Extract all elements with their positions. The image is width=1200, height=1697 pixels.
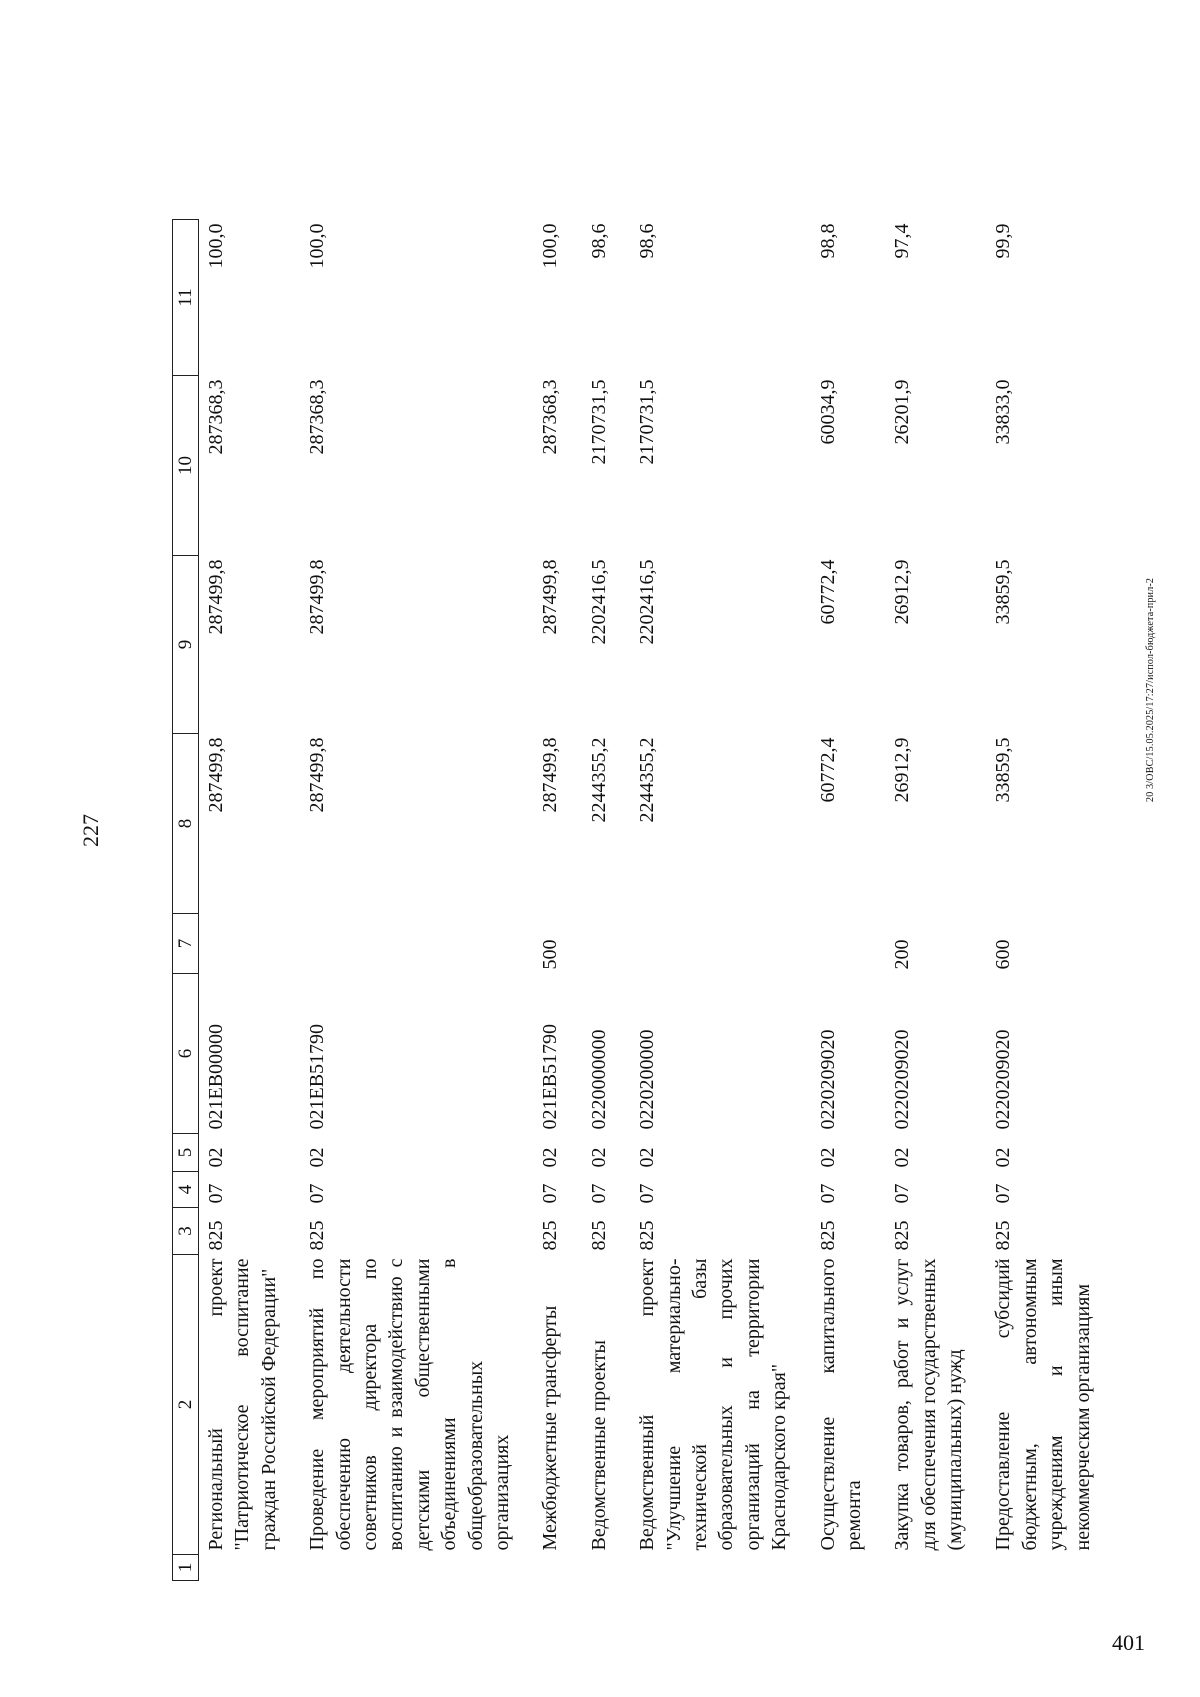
table-row xyxy=(535,220,583,1581)
table-row xyxy=(632,220,812,1581)
subsection-code: 02 xyxy=(306,1147,329,1168)
value-col8: 287499,8 xyxy=(205,737,228,813)
target-article-code: 021ЕВ00000 xyxy=(205,1023,228,1130)
expense-type-code xyxy=(199,914,303,974)
value-col8: 26912,9 xyxy=(891,737,914,803)
header-cell: 8 xyxy=(173,734,199,914)
ministry-code: 825 xyxy=(816,1220,839,1251)
target-article-code: 0220209020 xyxy=(992,1029,1015,1130)
header-cell: 7 xyxy=(173,914,199,974)
ministry-code: 825 xyxy=(891,1220,914,1251)
value-col8: 287499,8 xyxy=(306,737,329,813)
percent-col11: 100,0 xyxy=(205,223,228,269)
row-description: Межбюджетные трансферты xyxy=(539,1305,562,1551)
header-cell: 11 xyxy=(173,220,199,376)
expense-type-code: 200 xyxy=(891,939,914,970)
section-code: 07 xyxy=(306,1183,329,1204)
subsection-code: 02 xyxy=(816,1147,839,1168)
row-number xyxy=(813,1555,888,1581)
value-col10: 33833,0 xyxy=(992,379,1015,445)
expense-type-code: 500 xyxy=(539,939,562,970)
row-description: Осуществление капитального ремонта xyxy=(816,1258,865,1551)
header-cell: 10 xyxy=(173,376,199,556)
header-cell: 6 xyxy=(173,974,199,1134)
section-code: 07 xyxy=(891,1183,914,1204)
expense-type-code xyxy=(813,914,888,974)
header-cell: 4 xyxy=(173,1172,199,1208)
subsection-code: 02 xyxy=(992,1147,1015,1168)
header-cell: 3 xyxy=(173,1208,199,1255)
value-col9: 2202416,5 xyxy=(636,559,659,645)
ministry-code: 825 xyxy=(587,1220,610,1251)
value-col8: 2244355,2 xyxy=(587,737,610,823)
section-code: 07 xyxy=(636,1183,659,1204)
value-col10: 287368,3 xyxy=(205,379,228,455)
expense-type-code xyxy=(632,914,812,974)
ministry-code: 825 xyxy=(539,1220,562,1251)
subsection-code: 02 xyxy=(891,1147,914,1168)
row-description: Региональный проект "Патриотическое воспитание граждан Российской Федерации" xyxy=(205,1258,280,1551)
percent-col11: 98,8 xyxy=(816,223,839,259)
header-cell: 1 xyxy=(173,1555,199,1581)
ministry-code: 825 xyxy=(636,1220,659,1251)
ministry-code: 825 xyxy=(306,1220,329,1251)
value-col8: 287499,8 xyxy=(539,737,562,813)
ministry-code: 825 xyxy=(992,1220,1015,1251)
value-col10: 287368,3 xyxy=(539,379,562,455)
value-col8: 33859,5 xyxy=(992,737,1015,803)
target-article-code: 0220209020 xyxy=(891,1029,914,1130)
value-col9: 60772,4 xyxy=(816,559,839,625)
table-header-row xyxy=(173,220,199,1581)
value-col8: 2244355,2 xyxy=(636,737,659,823)
target-article-code: 0220200000 xyxy=(636,1029,659,1130)
expense-type-code xyxy=(302,914,535,974)
row-number xyxy=(535,1555,583,1581)
expense-type-code xyxy=(584,914,632,974)
row-number xyxy=(988,1555,1116,1581)
value-col9: 287499,8 xyxy=(539,559,562,635)
target-article-code: 0220209020 xyxy=(816,1029,839,1130)
row-description: Проведение мероприятий по обеспечению деятельности советников директора по воспитанию и взаимодействию с детскими общественными объединениями в общеобразовательных организациях xyxy=(306,1258,513,1551)
table-row xyxy=(199,220,303,1581)
table-row xyxy=(988,220,1116,1581)
subsection-code: 02 xyxy=(587,1147,610,1168)
value-col10: 60034,9 xyxy=(816,379,839,445)
value-col9: 287499,8 xyxy=(306,559,329,635)
percent-col11: 98,6 xyxy=(587,223,610,259)
header-cell: 5 xyxy=(173,1134,199,1172)
expense-type-code: 600 xyxy=(992,939,1015,970)
ministry-code: 825 xyxy=(205,1220,228,1251)
row-description: Ведомственные проекты xyxy=(587,1340,610,1551)
percent-col11: 97,4 xyxy=(891,223,914,259)
percent-col11: 100,0 xyxy=(539,223,562,269)
value-col8: 60772,4 xyxy=(816,737,839,803)
table-row xyxy=(584,220,632,1581)
section-code: 07 xyxy=(816,1183,839,1204)
target-article-code: 021ЕВ51790 xyxy=(306,1023,329,1130)
budget-table xyxy=(172,219,1116,1581)
table-row xyxy=(302,220,535,1581)
footer-stamp: 20 3/ОВС/15.05.2025/17:27/испол-бюджета-прил-2 xyxy=(1145,577,1156,802)
footer-page-number: 401 xyxy=(1112,1630,1145,1655)
section-code: 07 xyxy=(992,1183,1015,1204)
subsection-code: 02 xyxy=(636,1147,659,1168)
value-col9: 2202416,5 xyxy=(587,559,610,645)
section-code: 07 xyxy=(587,1183,610,1204)
section-code: 07 xyxy=(205,1183,228,1204)
percent-col11: 99,9 xyxy=(992,223,1015,259)
header-cell: 2 xyxy=(173,1255,199,1555)
row-description: Предоставление субсидий бюджетным, автономным учреждениям и иным некоммерческим организациям xyxy=(992,1258,1094,1551)
value-col9: 26912,9 xyxy=(891,559,914,625)
value-col10: 287368,3 xyxy=(306,379,329,455)
value-col9: 287499,8 xyxy=(205,559,228,635)
value-col10: 2170731,5 xyxy=(636,379,659,465)
subsection-code: 02 xyxy=(205,1147,228,1168)
row-description: Ведомственный проект "Улучшение материально-технической базы образовательных и прочих организаций на территории Краснодарского края" xyxy=(636,1258,791,1551)
row-number xyxy=(302,1555,535,1581)
value-col9: 33859,5 xyxy=(992,559,1015,625)
section-code: 07 xyxy=(539,1183,562,1204)
header-cell: 9 xyxy=(173,556,199,734)
value-col10: 26201,9 xyxy=(891,379,914,445)
row-number xyxy=(887,1555,988,1581)
percent-col11: 100,0 xyxy=(306,223,329,269)
table-row xyxy=(887,220,988,1581)
table-row xyxy=(813,220,888,1581)
row-number xyxy=(584,1555,632,1581)
percent-col11: 98,6 xyxy=(636,223,659,259)
value-col10: 2170731,5 xyxy=(587,379,610,465)
page-number: 227 xyxy=(78,814,103,847)
subsection-code: 02 xyxy=(539,1147,562,1168)
row-number xyxy=(632,1555,812,1581)
row-number xyxy=(199,1555,303,1581)
row-description: Закупка товаров, работ и услуг для обеспечения государственных (муниципальных) нужд xyxy=(891,1258,967,1551)
target-article-code: 021ЕВ51790 xyxy=(539,1023,562,1130)
target-article-code: 0220000000 xyxy=(587,1029,610,1130)
